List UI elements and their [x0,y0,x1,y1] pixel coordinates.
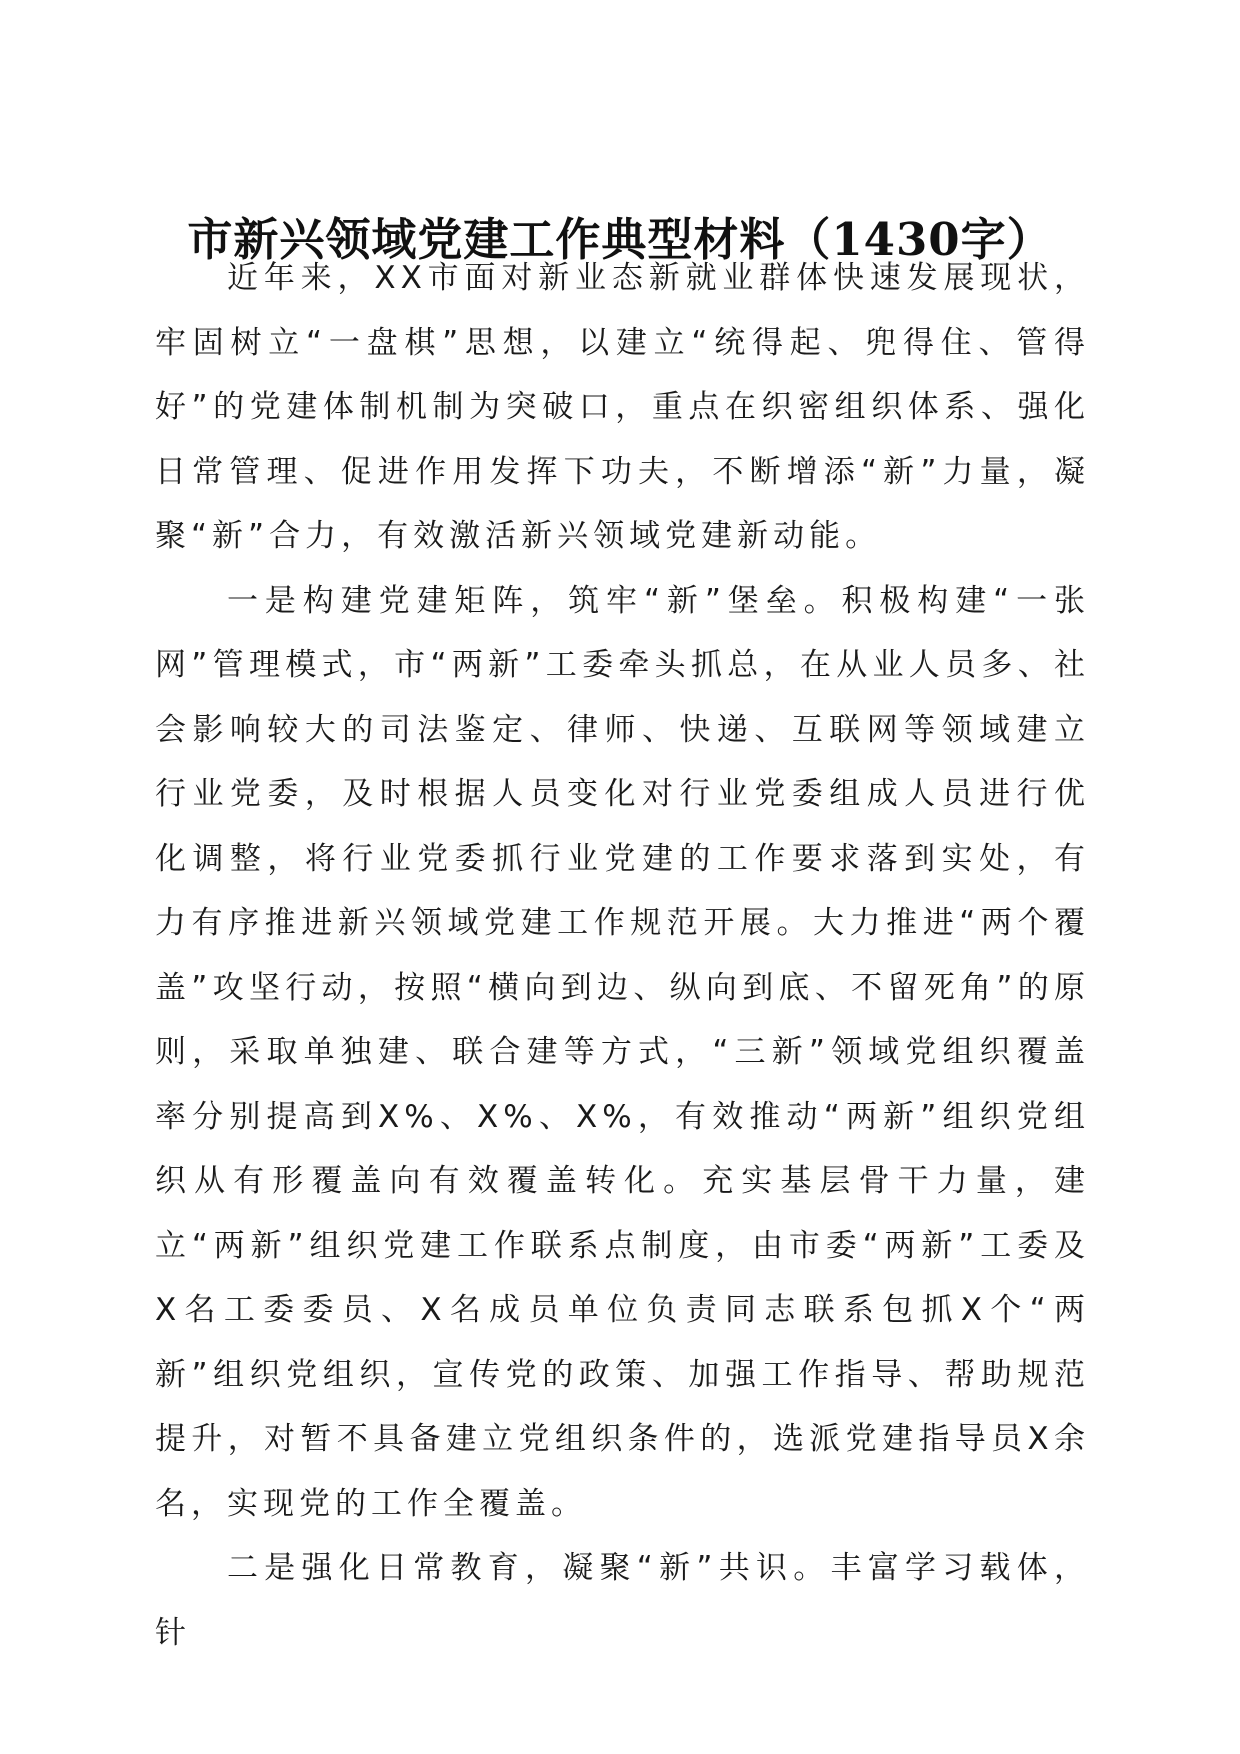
paragraph-section-one: 一是构建党建矩阵，筑牢“新”堡垒。积极构建“一张网”管理模式，市“两新”工委牵头抓总，在从业人员多、社会影响较大的司法鉴定、律师、快递、互联网等领域建立行业党委，及时根据人员变化对行业党委组成人员进行优化调整，将行业党委抓行业党建的工作要求落到实处，有力有序推进新兴领域党建工作规范开展。大力推进“两个覆盖”攻坚行动，按照“横向到边、纵向到底、不留死角”的原则，采取单独建、联合建等方式，“三新”领域党组织覆盖率分别提高到X%、X%、X%，有效推动“两新”组织党组织从有形覆盖向有效覆盖转化。充实基层骨干力量，建立“两新”组织党建工作联系点制度，由市委“两新”工委及X名工委委员、X名成员单位负责同志联系包抓X个“两新”组织党组织，宣传党的政策、加强工作指导、帮助规范提升，对暂不具备建立党组织条件的，选派党建指导员X余名，实现党的工作全覆盖。 [155,582,1090,1522]
document-body [155,246,1090,1665]
document-title: 市新兴领域党建工作典型材料（1430字） [187,213,1053,267]
paragraph-section-two: 二是强化日常教育，凝聚“新”共识。丰富学习载体，针 [155,1550,1090,1651]
paragraph-intro: 近年来，XX市面对新业态新就业群体快速发展现状，牢固树立“一盘棋”思想，以建立“统得起、兜得住、管得好”的党建体制机制为突破口，重点在织密组织体系、强化日常管理、促进作用发挥下功夫，不断增添“新”力量，凝聚“新”合力，有效激活新兴领域党建新动能。 [155,260,1090,554]
